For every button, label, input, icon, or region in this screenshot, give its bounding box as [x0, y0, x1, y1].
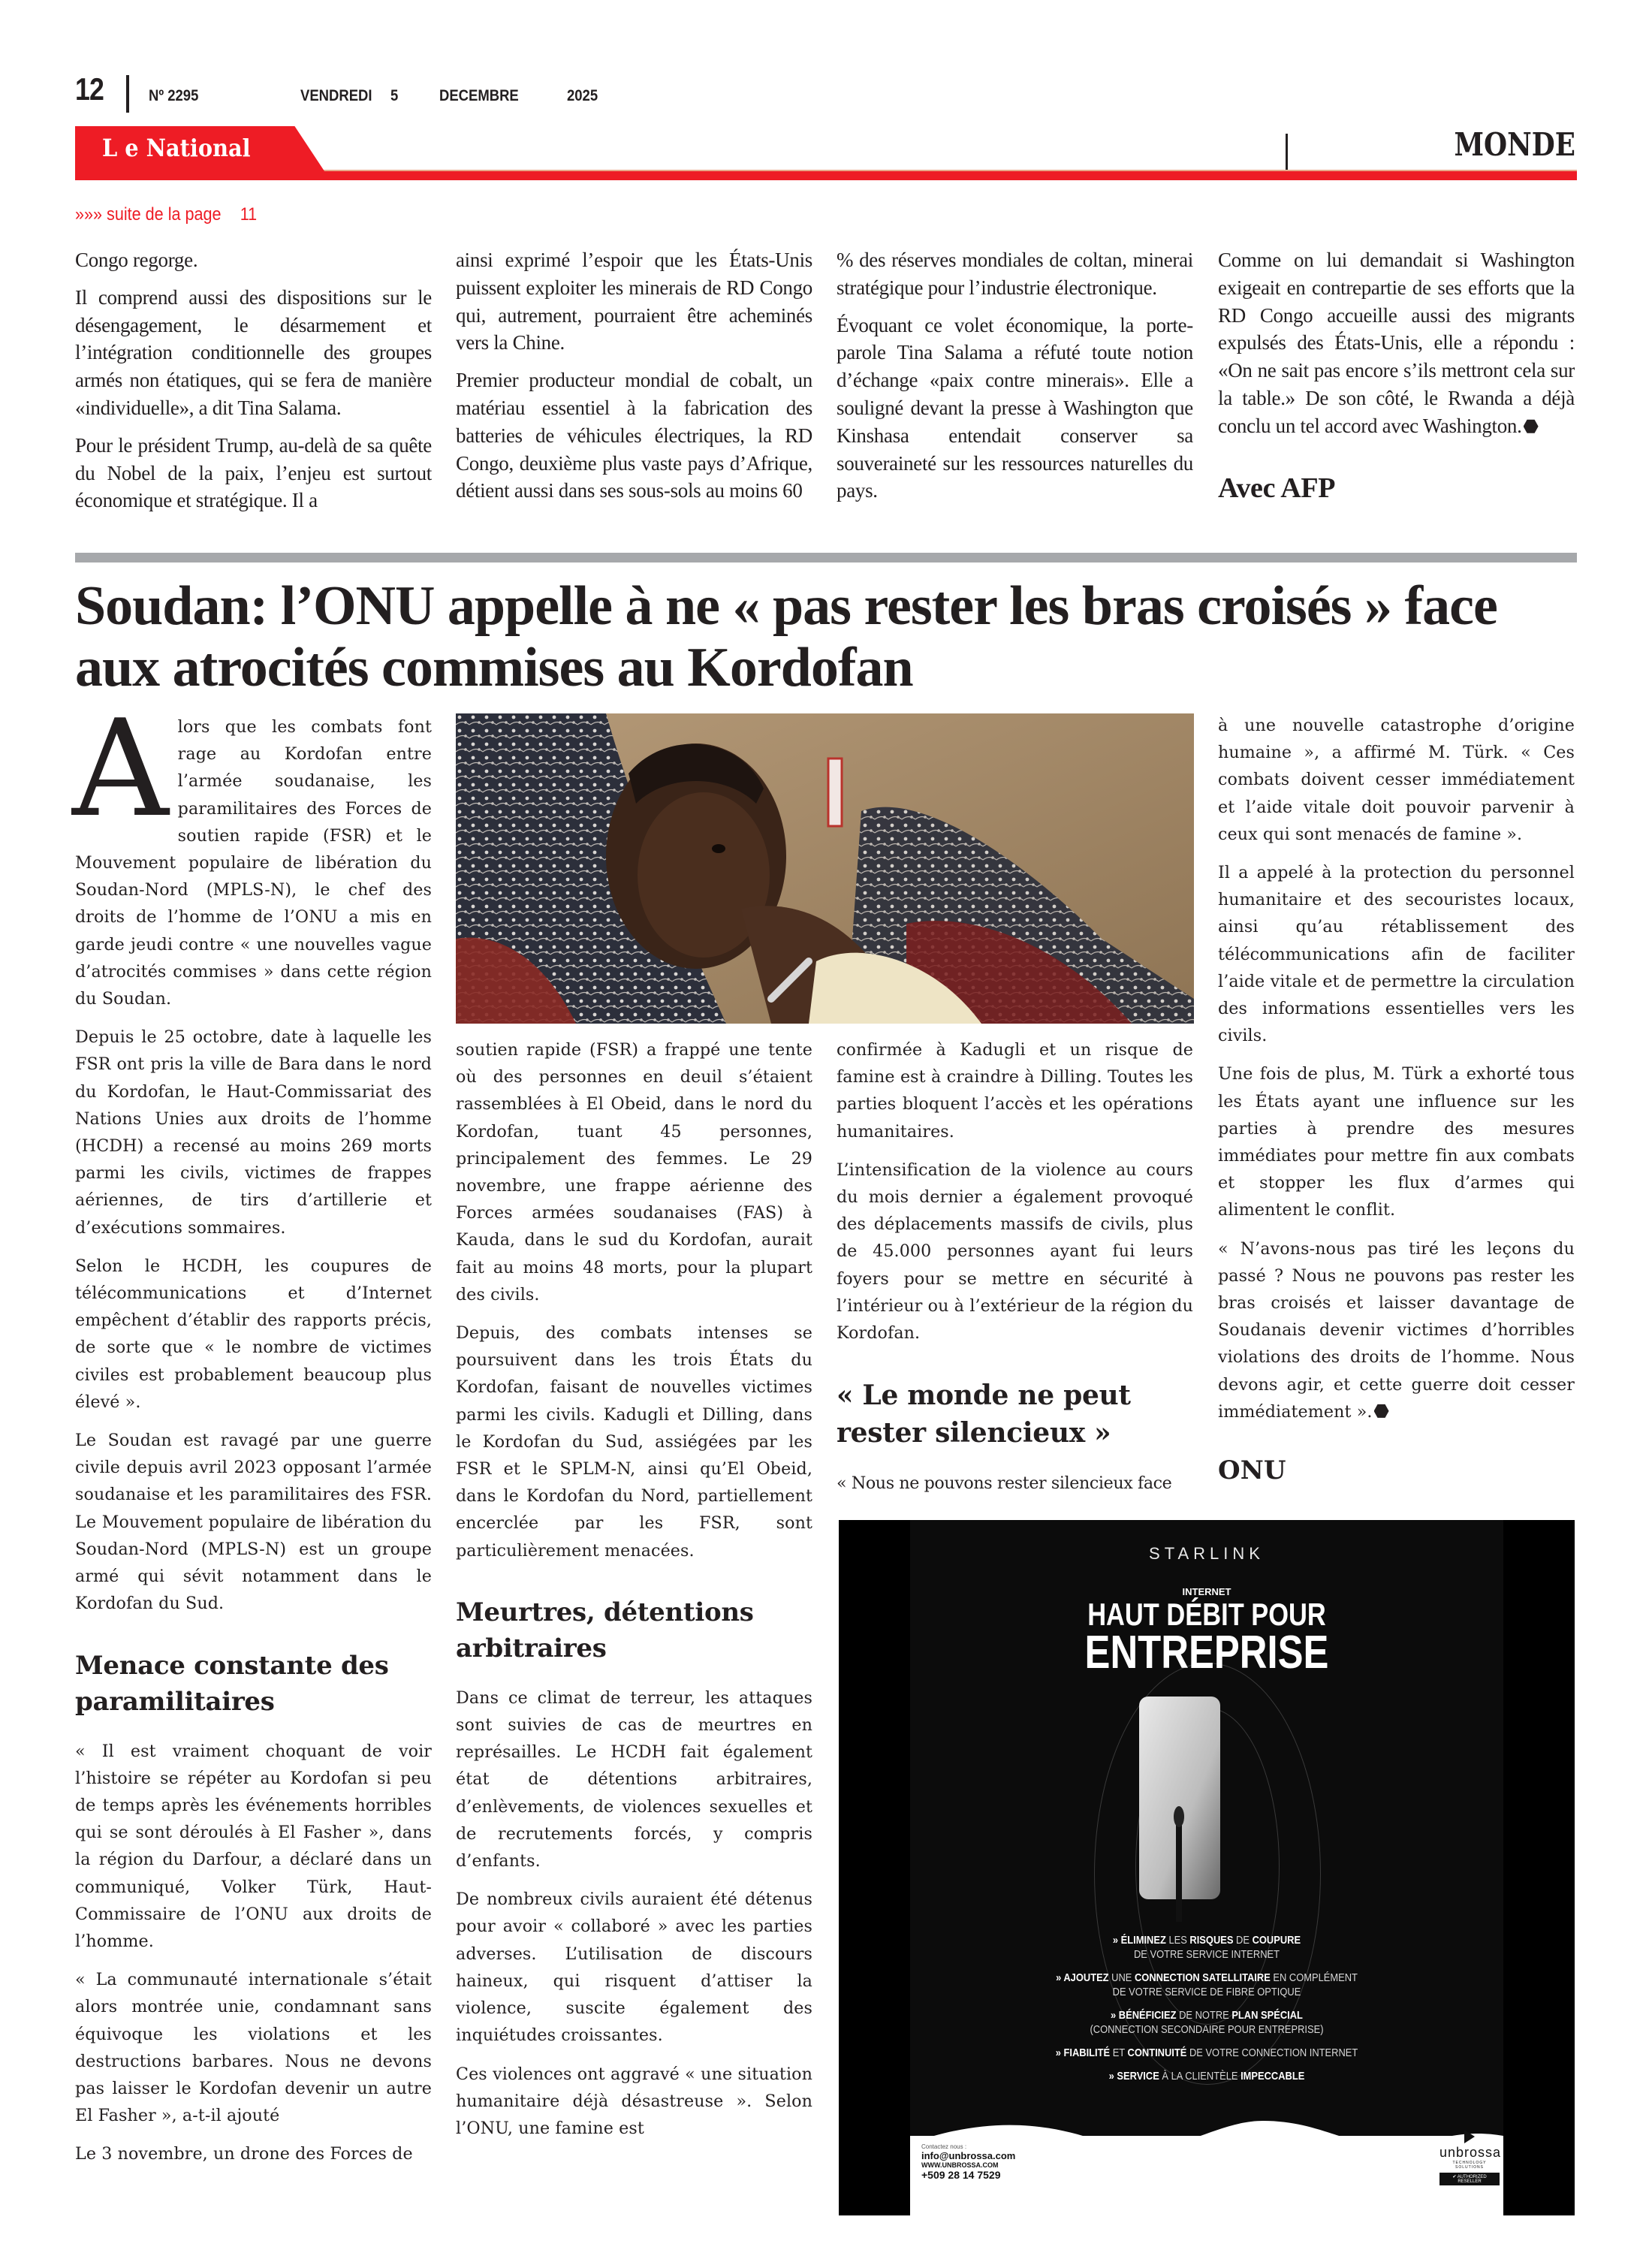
contact-phone: +509 28 14 7529 — [921, 2169, 1001, 2181]
reseller-tagline: TECHNOLOGY SOLUTIONS — [1452, 2161, 1487, 2170]
date-day: 5 — [390, 87, 399, 104]
date-month: DECEMBRE — [439, 87, 519, 104]
article-column-3 — [837, 1036, 1193, 1508]
paragraph: Comme on lui demandait si Washington exigeait en contrepartie de ses efforts que la RD Congo accueille aussi des migrants expulsés des États-Unis, elle a répondu : «On ne sait pas encore s’ils mettront cela sur la table.» De son côté, le Rwanda a déjà conclu un tel accord avec Washington. — [1218, 249, 1575, 437]
ad-title-line-2: ENTREPRISE — [1084, 1627, 1329, 1678]
subheading: Menace constante des paramilitaires — [75, 1650, 389, 1717]
issue-number: Nº 2295 — [149, 87, 199, 104]
paragraph: Depuis le 25 octobre, date à laquelle les FSR ont pris la ville de Bara dans le nord du Kordofan, le Haut-Commissariat des Nations Unies aux droits de l’homme (HCDH) a recensé au moins 269 morts parmi les civils, victimes de frappes aériennes, de tirs d’artillerie et d’exécutions sommaires. — [75, 1027, 432, 1238]
paragraph: Congo regorge. — [75, 249, 198, 271]
photo-illustration — [456, 713, 1194, 1024]
lead-paragraph: Alors que les combats font rage au Kordofan entre l’armée soudanaise, les paramilitaires des Forces de soutien rapide (FSR) et le Mouvement populaire de libération du Soudan-Nord (MPLS-N), le chef des droits de l’homme de l’ONU a mis en garde jeudi contre « une nouvelles vague d’atrocités commises » dans cette région du Soudan. — [72, 691, 432, 1009]
top-article-column-4 — [1218, 246, 1575, 505]
end-of-article-icon — [1524, 419, 1539, 434]
paragraph: De nombreux civils auraient été détenus pour avoir « collaboré » avec les parties adverses. L’utilisation de discours haineux, qui risquent d’attiser la violence, suscite également des inquiétudes croissantes. — [456, 1890, 812, 2046]
ad-kicker: INTERNET — [1182, 1586, 1231, 1597]
ad-features — [891, 1933, 1524, 2092]
subheading: Meurtres, détentions arbitraires — [456, 1597, 754, 1663]
subheading: « Le monde ne peut rester silencieux » — [837, 1380, 1131, 1449]
paragraph: ainsi exprimé l’espoir que les États-Unis puissent exploiter les minerais de RD Congo qui, autrement, pourraient être acheminés vers la Chine. — [456, 249, 812, 354]
paragraph: « La communauté internationale s’était alors montrée unie, condamnant sans équivoque les violations et les destructions barbares. Nous ne devons pas laisser le Kordofan devenir un autre El Fasher », a-t-il ajouté — [75, 1970, 432, 2126]
folio-divider — [126, 75, 129, 113]
drop-cap: A — [72, 691, 169, 846]
ad-feature: » FIABILITÉ ET CONTINUITÉ DE VOTRE CONNECTION INTERNET — [1055, 2046, 1358, 2059]
continued-label: »»» suite de la page — [75, 204, 222, 225]
paragraph: Il comprend aussi des dispositions sur le désengagement, le désarmement et l’intégration conditionnelle des groupes armés non étatiques, qui se fera de manière «individuelle», a dit Tina Salama. — [75, 285, 432, 419]
checkmark-icon: ✔ — [1452, 2175, 1458, 2179]
ad-feature: » ÉLIMINEZ LES RISQUES DE COUPURE DE VOTRE SERVICE INTERNET — [1112, 1934, 1301, 1961]
authorized-reseller-badge: ✔ AUTHORIZED RESELLER — [1439, 2173, 1500, 2185]
page-number: 12 — [75, 71, 104, 107]
paragraph: % des réserves mondiales de coltan, minerai stratégique pour l’industrie électronique. — [837, 249, 1193, 299]
date-weekday: VENDREDI — [300, 87, 372, 104]
article-separator — [75, 553, 1577, 562]
top-article-column-1 — [75, 246, 432, 524]
contact-website[interactable]: WWW.UNBROSSA.COM — [921, 2161, 999, 2169]
paragraph: Une fois de plus, M. Türk a exhorté tous les États ayant une influence sur les parties à prendre des mesures immédiates pour mettre fin aux combats et stopper les flux d’armes qui alimentent le conflit. — [1218, 1064, 1575, 1220]
continued-from-link[interactable] — [75, 204, 257, 225]
paragraph: confirmée à Kadugli et un risque de famine est à craindre à Dilling. Toutes les parties bloquent l’accès et les opérations humanitaires. — [837, 1040, 1193, 1142]
paragraph: « Nous ne pouvons rester silencieux face — [837, 1473, 1172, 1494]
section-title: MONDE — [1454, 126, 1575, 163]
paragraph: Premier producteur mondial de cobalt, un matériau essentiel à la fabrication des batteries de véhicules électriques, la RD Congo, deuxième plus vaste pays d’Afrique, détient aussi dans ses sous-sols au moins 60 — [456, 369, 812, 502]
contact-label: Contactez nous : — [921, 2143, 967, 2150]
paragraph: L’intensification de la violence au cours du mois dernier a également provoqué des déplacements massifs de civils, plus de 45.000 personnes ayant fui leurs foyers pour se mettre en sécurité à l’intérieur ou à l’extérieur de la région du Kordofan. — [837, 1160, 1193, 1344]
paragraph: Ces violences ont aggravé « une situation humanitaire déjà désastreuse ». Selon l’ONU, une famine est — [456, 2064, 812, 2138]
paragraph: à une nouvelle catastrophe d’origine humaine », a affirmé M. Türk. « Ces combats doivent cesser immédiatement et l’aide vitale doit pouvoir parvenir à ceux qui sont menacés de famine ». — [1218, 716, 1575, 844]
article-column-2 — [456, 1036, 812, 2153]
ad-brand: STARLINK — [1149, 1544, 1265, 1563]
ad-feature: » BÉNÉFICIEZ DE NOTRE PLAN SPÉCIAL (CONNECTION SECONDAIRE POUR ENTREPRISE) — [1090, 2009, 1324, 2036]
section-divider — [1286, 134, 1288, 170]
paragraph: Pour le président Trump, au-delà de sa quête du Nobel de la paix, l’enjeu est surtout économique et stratégique. Il a — [75, 433, 432, 512]
paragraph: soutien rapide (FSR) a frappé une tente où des personnes en deuil s’étaient rassemblées à El Obeid, dans le nord du Kordofan, tuant 45 personnes, principalement des femmes. Le 29 novembre, une frappe aérienne des Forces armées soudanaises (FAS) à Kauda, dans le sud du Kordofan, aurait fait au moins 48 morts, pour la plupart des civils. — [456, 1040, 812, 1304]
reseller-name: unbrossa — [1439, 2145, 1502, 2160]
article-column-4 — [1218, 712, 1575, 1485]
paragraph: « Il est vraiment choquant de voir l’histoire se répéter au Kordofan si peu de temps après les événements horribles qui se sont déroulés à El Fasher », dans la région du Darfour, a déclaré dans un communiqué, Volker Türk, Haut-Commissaire de l’ONU aux droits de l’homme. — [75, 1741, 432, 1951]
paragraph: Le Soudan est ravagé par une guerre civile depuis avril 2023 opposant l’armée soudanaise et les paramilitaires des FSR. Le Mouvement populaire de libération du Soudan-Nord (MPLS-N) est un groupe armé qui sévit notamment dans le Kordofan du Sud. — [75, 1431, 432, 1614]
ad-feature: » SERVICE À LA CLIENTÈLE IMPECCABLE — [1108, 2070, 1305, 2083]
paragraph: Selon le HCDH, les coupures de télécommunications et d’Internet empêchent d’établir des rapports précis, de sorte que « le nombre de victimes civiles est probablement beaucoup plus élevé ». — [75, 1256, 432, 1412]
paragraph: Dans ce climat de terreur, les attaques sont suivies de cas de meurtres en représailles. Le HCDH fait également état de détentions arbitraires, d’enlèvements, de violences sexuelles et de recrutements forcés, y compris d’enfants. — [456, 1687, 812, 1871]
ad-title-line-1: HAUT DÉBIT POUR — [1087, 1597, 1326, 1632]
top-article-column-3 — [837, 246, 1193, 514]
paragraph: Le 3 novembre, un drone des Forces de — [75, 2144, 413, 2164]
article-column-1 — [72, 691, 432, 2179]
paragraph: « N’avons-nous pas tiré les leçons du passé ? Nous ne pouvons pas rester les bras croisés et laisser davantage de Soudanais devenir victimes d’horribles violations des droits de l’homme. Nous devons agir, et cette guerre doit cesser immédiatement ». — [1218, 1238, 1575, 1422]
end-of-article-icon — [1374, 1404, 1389, 1419]
starlink-advertisement[interactable] — [839, 1520, 1575, 2215]
paragraph: Il a appelé à la protection du personnel humanitaire et des secouristes locaux, ainsi qu’au rétablissement des télécommunications afin de faciliter l’aide vitale et de permettre la circulation des informations essentielles vers les civils. — [1218, 863, 1575, 1046]
ad-contact — [921, 2143, 1015, 2181]
headline: Soudan: l’ONU appelle à ne « pas rester les bras croisés » face aux atrocités commises au Kordofan — [75, 575, 1497, 698]
byline: ONU — [1218, 1455, 1286, 1486]
article-photo — [456, 713, 1194, 1024]
ad-feature: » AJOUTEZ UNE CONNECTION SATELLITAIRE EN COMPLÉMENT DE VOTRE SERVICE DE FIBRE OPTIQUE — [1056, 1971, 1358, 1998]
continued-page: 11 — [240, 204, 258, 225]
date-year: 2025 — [567, 87, 598, 104]
reseller-logo — [1439, 2130, 1500, 2186]
byline: Avec AFP — [1218, 472, 1336, 504]
play-triangle-icon — [1464, 2130, 1475, 2143]
satellite-dish-icon — [1135, 1697, 1278, 1922]
top-article-column-2 — [456, 246, 812, 514]
contact-email[interactable]: info@unbrossa.com — [921, 2150, 1016, 2161]
paragraph: Depuis, des combats intenses se poursuivent dans les trois États du Kordofan, faisant de nouvelles victimes parmi les civils. Kadugli et Dilling, dans le Kordofan du Sud, assiégées par les FSR et le SPLM-N, ainsi qu’El Obeid, dans le Kordofan du Nord, partiellement encerclée par les FSR, sont particulièrement menacées. — [456, 1323, 812, 1561]
paragraph: Évoquant ce volet économique, la porte-parole Tina Salama a réfuté toute notion d’échange «paix contre minerais». Elle a souligné devant la presse à Washington que Kinshasa entendait conserver sa souveraineté sur les ressources naturelles du pays. — [837, 313, 1193, 502]
publication-name: L e National — [102, 134, 251, 162]
